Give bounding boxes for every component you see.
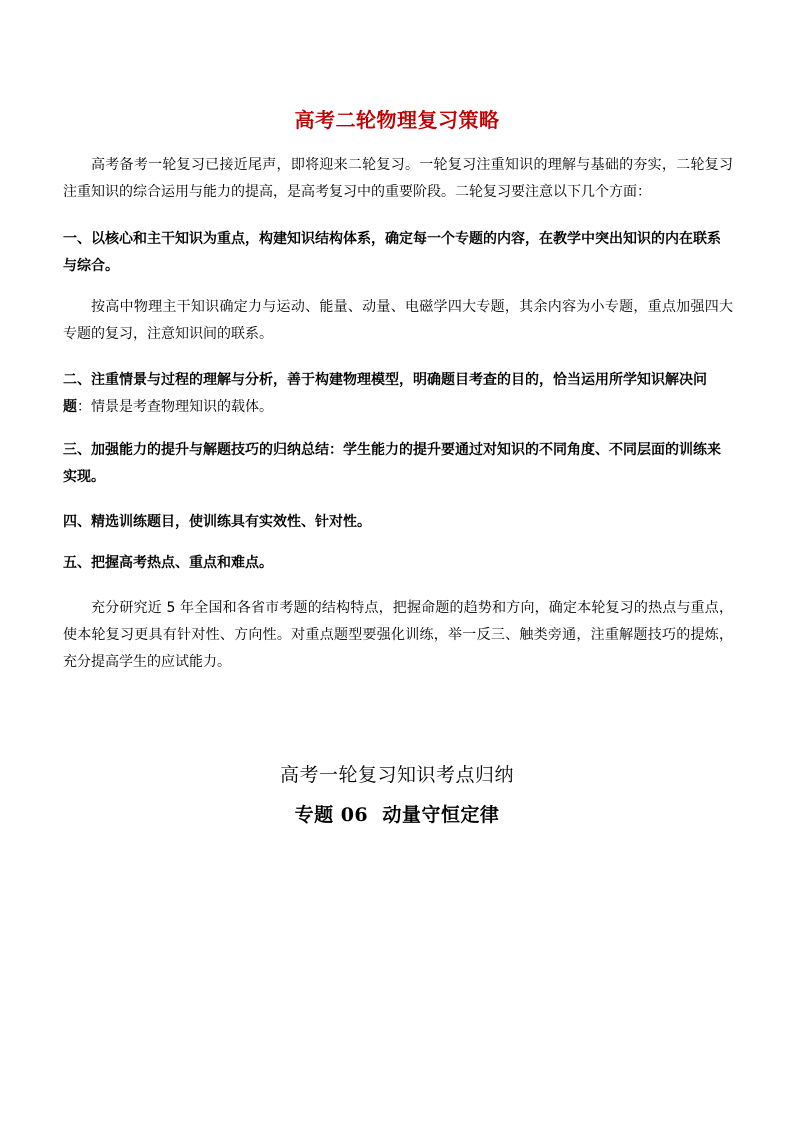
section-3-heading: 三、加强能力的提升与解题技巧的归纳总结：学生能力的提升要通过对知识的不同角度、不同层面的训练来实现。: [63, 442, 721, 485]
section-4-heading: 四、精选训练题目，使训练具有实效性、针对性。: [63, 514, 371, 530]
section-1-heading: 一、以核心和主干知识为重点，构建知识结构体系，确定每一个专题的内容，在教学中突出知识的内在联系与综合。: [63, 231, 721, 274]
section-5-heading: 五、把握高考热点、重点和难点。: [63, 555, 273, 571]
topic-subtitle: 专题 06 动量守恒定律: [294, 804, 500, 826]
section-1-body: 按高中物理主干知识确定力与运动、能量、动量、电磁学四大专题，其余内容为小专题，重点加强四大专题的复习，注意知识间的联系。: [63, 299, 733, 342]
section-5-body: 充分研究近 5 年全国和各省市考题的结构特点，把握命题的趋势和方向，确定本轮复习的热点与重点，使本轮复习更具有针对性、方向性。对重点题型要强化训练，举一反三、触类旁通，注重解题技巧的提炼，充分提高学生的应试能力。: [63, 600, 733, 670]
intro-paragraph: 高考备考一轮复习已接近尾声，即将迎来二轮复习。一轮复习注重知识的理解与基础的夯实，二轮复习注重知识的综合运用与能力的提高，是高考复习中的重要阶段。二轮复习要注意以下几个方面：: [63, 157, 733, 200]
document-title: 高考二轮物理复习策略: [294, 108, 500, 132]
review-subtitle: 高考一轮复习知识考点归纳: [279, 764, 514, 786]
section-2-heading-bold: 二、注重情景与过程的理解与分析，善于构建物理模型，明确题目考查的目的，恰当运用所学知识解决问题: [63, 372, 707, 415]
section-2-heading: [63, 367, 733, 421]
section-2-heading-note: ：情景是考查物理知识的载体。: [77, 399, 273, 415]
